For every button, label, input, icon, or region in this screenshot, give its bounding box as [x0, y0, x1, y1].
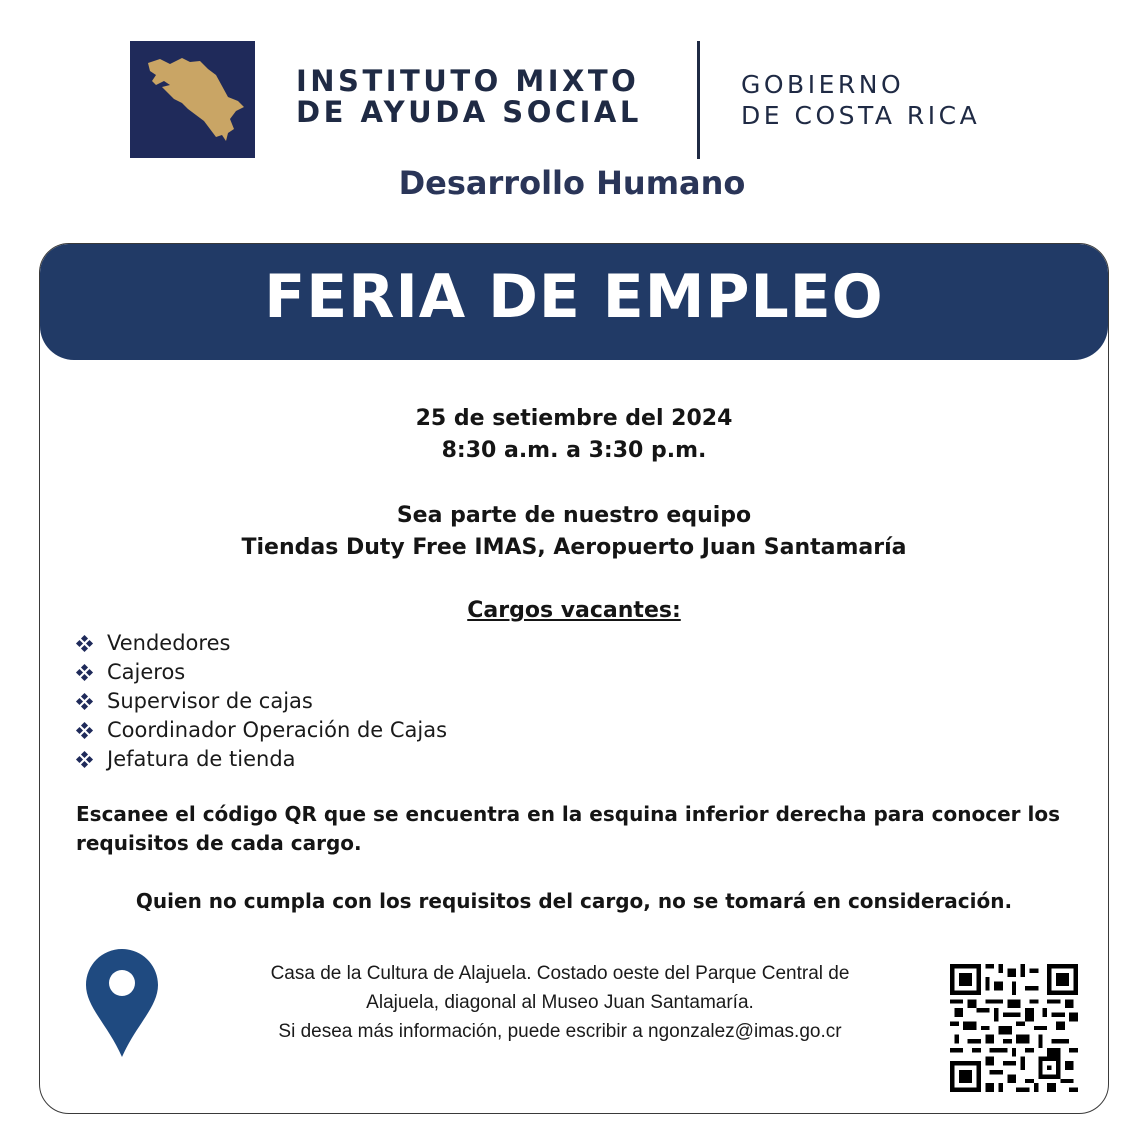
event-date: 25 de setiembre del 2024	[415, 406, 733, 431]
list-item	[77, 658, 447, 687]
list-item	[77, 687, 447, 716]
banner-title: FERIA DE EMPLEO	[264, 262, 884, 332]
title-banner	[40, 244, 1108, 360]
address-line1: Casa de la Cultura de Alajuela. Costado oeste del Parque Central de	[270, 963, 850, 984]
vacancies-title: Cargos vacantes:	[467, 598, 681, 623]
imas-logo	[130, 41, 255, 158]
costa-rica-map-icon	[130, 41, 255, 158]
department-subtitle: Desarrollo Humano	[398, 164, 746, 202]
qr-code[interactable]	[950, 964, 1078, 1092]
institute-name-line2: DE AYUDA SOCIAL	[296, 95, 642, 129]
diamond-bullet-icon	[77, 752, 93, 768]
diamond-bullet-icon	[77, 665, 93, 681]
institute-name	[296, 66, 642, 128]
contact-line: Si desea más información, puede escribir a ngonzalez@imas.go.cr	[278, 1021, 842, 1042]
vacancy-label: Supervisor de cajas	[107, 689, 313, 713]
list-item	[77, 745, 447, 774]
list-item	[77, 629, 447, 658]
list-item	[77, 716, 447, 745]
government-name-line2: DE COSTA RICA	[741, 101, 981, 130]
diamond-bullet-icon	[77, 694, 93, 710]
requirement-note: Quien no cumpla con los requisitos del cargo, no se tomará en consideración.	[135, 889, 1013, 913]
vacancies-list	[77, 629, 447, 774]
event-time: 8:30 a.m. a 3:30 p.m.	[441, 438, 707, 463]
vacancy-label: Jefatura de tienda	[107, 747, 296, 771]
event-tagline: Sea parte de nuestro equipo	[396, 503, 752, 528]
event-card	[39, 243, 1109, 1114]
qr-instruction: Escanee el código QR que se encuentra en la esquina inferior derecha para conocer los requisitos de cada cargo.	[76, 802, 1060, 855]
header-divider	[697, 41, 700, 159]
vacancy-label: Coordinador Operación de Cajas	[107, 718, 448, 742]
government-name-line1: GOBIERNO	[741, 70, 905, 99]
address-line2: Alajuela, diagonal al Museo Juan Santamaría.	[366, 992, 754, 1013]
vacancy-label: Vendedores	[107, 631, 231, 655]
diamond-bullet-icon	[77, 636, 93, 652]
institute-name-line1: INSTITUTO MIXTO	[296, 64, 640, 98]
event-employer: Tiendas Duty Free IMAS, Aeropuerto Juan Santamaría	[241, 535, 907, 560]
vacancy-label: Cajeros	[107, 660, 186, 684]
government-name	[741, 69, 980, 131]
diamond-bullet-icon	[77, 723, 93, 739]
location-address	[210, 959, 910, 1046]
map-pin-icon	[84, 947, 160, 1059]
